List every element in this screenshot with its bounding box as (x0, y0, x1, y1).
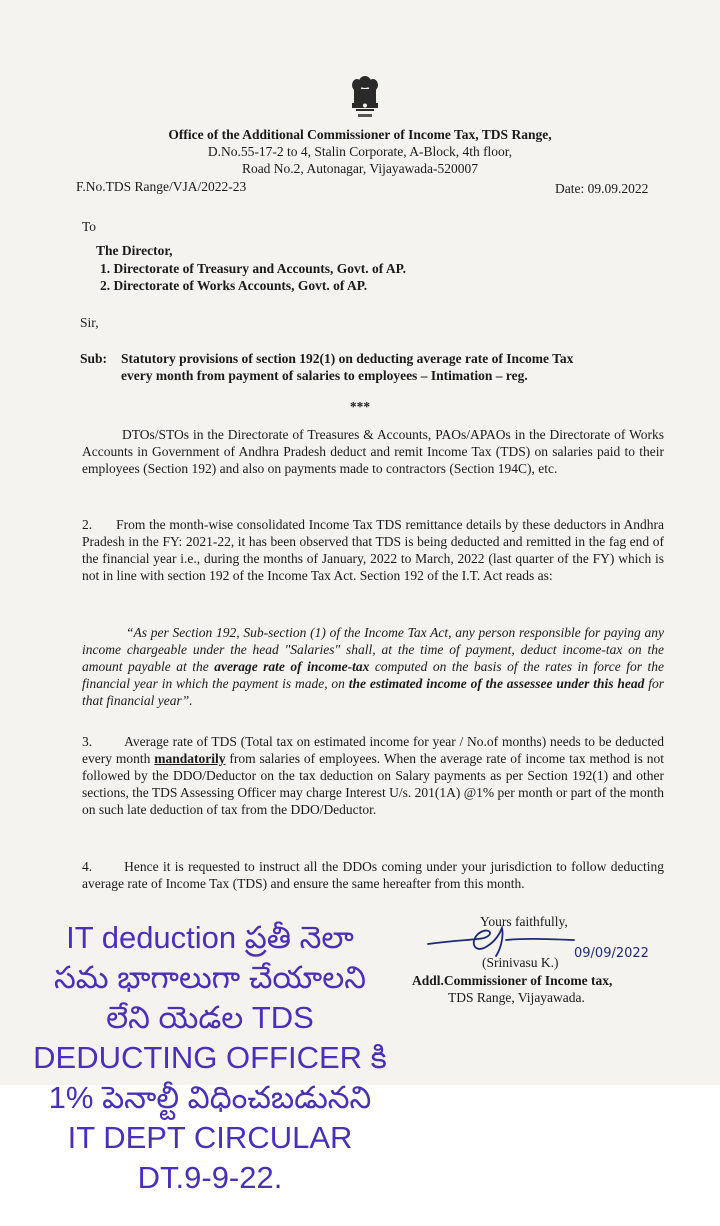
office-heading: Office of the Additional Commissioner of Income Tax, TDS Range, (168, 127, 552, 142)
mandatorily-emphasis: mandatorily (154, 751, 226, 766)
paragraph-3-text: from salaries of employees. When the average rate of income tax method is not followed by the DDO/Deductor on the tax deduction on Salary payments as per Section 192(1) and other sections, the TDS Assessing Officer may charge Interest U/s. 201(1A) @1% per month or part of the month on such late deduction of tax from the DDO/Deductor. (82, 751, 664, 817)
letter-date: Date: 09.09.2022 (555, 181, 649, 196)
paragraph-1: DTOs/STOs in the Directorate of Treasures & Accounts, PAOs/APAOs in the Directorate of Works Accounts in Government of Andhra Pradesh deduct and remit Income Tax (TDS) on salaries paid to their employees (Section 192) and also on payments made to contractors (Section 194C), etc. (82, 427, 664, 476)
salutation: Sir, (80, 315, 99, 330)
subject-label: Sub: (80, 351, 108, 366)
caption-line: DT.9-9-22. (137, 1160, 283, 1195)
quote-emphasis: average rate of income-tax (214, 659, 370, 674)
caption-line: DEDUCTING OFFICER కి (33, 1040, 387, 1075)
signatory-name: (Srinivasu K.) (482, 955, 559, 970)
state-emblem-icon (348, 74, 382, 122)
closing: Yours faithfully, (480, 914, 568, 929)
paragraph-3-text: Average rate of TDS (Total tax on estimated income for year / No.of months) needs to be deducted every month (82, 734, 664, 766)
paragraph-2 (82, 516, 664, 584)
section-192-quote (82, 624, 664, 709)
paragraph-number: 4. (82, 859, 93, 874)
signatory-designation: Addl.Commissioner of Income tax, (412, 973, 613, 988)
paragraph-4-text: Hence it is requested to instruct all the DDOs coming under your jurisdiction to follow deducting average rate of Income Tax (TDS) and ensure the same hereafter from this month. (82, 859, 664, 891)
quote-text: “As per Section 192, Sub-section (1) of the Income Tax Act, any person responsible for paying any income chargeable under the head "Salaries" shall, at the time of payment, deduct income-tax on the amount payable at the (82, 625, 664, 674)
to-label: To (82, 219, 97, 234)
quote-text: for that financial year”. (82, 676, 664, 708)
office-address-line2: Road No.2, Autonagar, Vijayawada-520007 (241, 161, 479, 176)
subject-line: Statutory provisions of section 192(1) on deducting average rate of Income Tax (121, 351, 574, 366)
signatory-office: TDS Range, Vijayawada. (448, 990, 585, 1005)
subject-line: every month from payment of salaries to employees – Intimation – reg. (121, 368, 528, 383)
caption-line: సమ భాగాలుగా చేయాలని (54, 960, 366, 995)
caption-line: IT DEPT CIRCULAR (67, 1120, 353, 1155)
paragraph-3 (82, 733, 664, 818)
addressee-item: 1. Directorate of Treasury and Accounts, Govt. of AP. (100, 261, 406, 276)
caption-line: లేని యెడల TDS (106, 1000, 314, 1035)
quote-text: computed on the basis of the rates in force for the financial year in which the payment is made, on (82, 659, 664, 691)
office-address-line1: D.No.55-17-2 to 4, Stalin Corporate, A-Block, 4th floor, (207, 144, 513, 159)
addressee-title: The Director, (96, 243, 173, 258)
caption-line: IT deduction ప్రతీ నెలా (66, 920, 354, 955)
paragraph-number: 3. (82, 734, 93, 749)
handwritten-date: 09/09/2022 (574, 946, 649, 961)
paragraph-2-text: From the month-wise consolidated Income Tax TDS remittance details by these deductors in Andhra Pradesh in the FY: 2021-22, it has been observed that TDS is being deducted and remitted in the fag end of the financial year i.e., during the months of January, 2022 to March, 2022 (last quarter of the FY) which is not in line with section 192 of the Income Tax Act. Section 192 of the I.T. Act reads as: (82, 517, 664, 583)
paragraph-number: 2. (82, 517, 93, 532)
file-number: F.No.TDS Range/VJA/2022-23 (76, 179, 247, 194)
separator: *** (349, 399, 371, 414)
paragraph-4 (82, 858, 664, 892)
addressee-item: 2. Directorate of Works Accounts, Govt. of AP. (100, 278, 368, 293)
overlay-caption (0, 918, 420, 1198)
quote-emphasis: the estimated income of the assessee under this head (348, 676, 645, 691)
caption-line: 1% పెనాల్టీ విధించబడునని (48, 1080, 372, 1115)
